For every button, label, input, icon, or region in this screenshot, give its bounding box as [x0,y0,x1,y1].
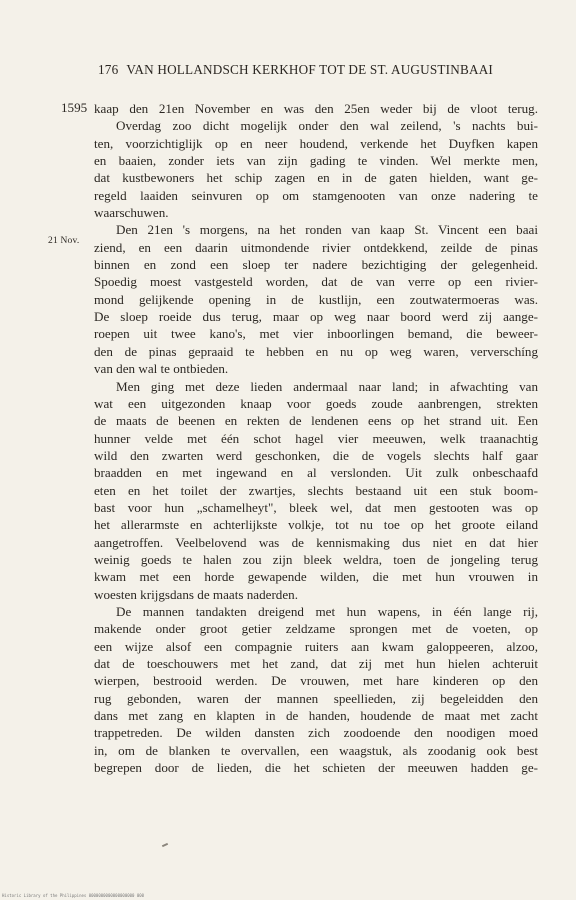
text-line: braadden en met ingewand en al verslonden. Uit zulk onbeschaafd [94,465,538,481]
text-line: Men ging met deze lieden andermaal naar land; in afwachting van [116,378,538,394]
text-line: wat een uitgezonden knaap voor goeds zoude aanbrengen, strekten [94,395,538,411]
body-text [78,100,538,776]
text-line: trappetreden. De wilden dansten zich zoodoende den noodigen moed [94,725,538,741]
text-line: woesten krijgsdans de maats naderden. [94,586,298,602]
text-line: wild den zwarten werd geschonken, die de vogels slechts half gaar [94,447,538,463]
text-line: dans met zang en klapten in de handen, houdende de maat met zacht [94,708,538,724]
text-line: waarschuwen. [94,205,169,221]
text-line: dat de toeschouwers met het zand, dat zij met hun hielen achteruit [94,656,538,671]
text-line: in, om de blanken te overvallen, een waagstuk, als zoodanig ook best [94,742,538,758]
margin-year: 1595 [61,100,88,115]
paragraph [78,378,538,603]
text-line: eten en het toilet der zwartjes, slechts bestaand uit een stuk boom- [94,482,538,498]
text-line: de maats de beenen en rekten de lendenen eens op het strand uit. Een [94,413,538,429]
running-head [98,62,518,78]
text-line: ten, voorzichtiglijk op en neer houdend, verkende het Duyfken kapen [94,135,538,151]
text-line: en baaien, zonder iets van zijn gading te vinden. Wel merkte men, [94,153,538,169]
text-line: hunner velde met één schot hagel vier meeuwen, welk traanachtig [94,430,538,446]
text-line: dat kustbewoners het schip zagen en in de gaten hielden, want ge- [94,170,538,186]
text-line: weinig goeds te halen zou zijn bleek weldra, toen de jongeling terug [94,551,538,567]
text-line: makende onder groot getier zeldzame sprongen met de voeten, op [94,621,538,637]
text-line: roepen uit twee kano's, met vier inboorlingen bemand, die beweer- [94,326,538,342]
text-line: De mannen tandakten dreigend met hun wapens, in één lange rij, [116,603,538,619]
text-line: het allerarmste en achterlijkste volkje, tot nu toe op het groote eiland [94,517,538,533]
text-line: Spoedig moest vastgesteld worden, dat de van verre op een rivier- [94,274,538,290]
text-line: ziend, en een daarin uitmondende rivier ontdekkend, zeilde de pinas [94,239,538,255]
text-line: kaap den 21en November en was den 25en weder bij de vloot terug. [94,101,538,116]
text-line: bast voor hun „schamelheyt", bleek wel, dat men gestooten was op [94,499,538,515]
paragraph [78,100,538,221]
text-line: wierpen, bestrooid werden. De vrouwen, met hare kinderen op den [94,673,538,689]
text-line: Overdag zoo dicht mogelijk onder den wal zeilend, 's nachts bui- [116,118,538,134]
text-line: een wijze alsof een compagnie ruiters aan kwam galoppeeren, alzoo, [94,638,538,654]
text-line: den de pinas gepraaid te hebben en nu op weg waren, ververschíng [94,343,538,359]
text-line: kwam met een horde gewapende wilden, die met hun vrouwen in [94,569,538,585]
paragraph [78,603,538,776]
text-line: De sloep roeide dus terug, maar op weg naar boord werd zij aange- [94,309,538,325]
text-line: van den wal te ontbieden. [94,361,229,377]
text-line: Den 21en 's morgens, na het ronden van kaap St. Vincent een baai [116,222,538,238]
scan-footer: Historic Library of the Philippines 0000000000000000000 000 [2,893,145,898]
margin-date-note: 21 Nov. [48,236,80,246]
running-title: VAN HOLLANDSCH KERKHOF TOT DE ST. AUGUSTINBAAI [126,62,494,77]
stray-ink-mark [162,843,168,847]
text-line: begrepen door de lieden, die het schieten der meeuwen hadden ge- [94,760,538,776]
text-line: mond gelijkende opening in de kustlijn, een zoutwatermoeras was. [94,291,538,307]
text-line: aangetroffen. Veelbelovend was de kennismaking dus niet en dat hier [94,534,538,550]
text-line: rug gebonden, waren der mannen speellieden, zij begeleidden den [94,690,538,706]
paragraph [78,221,538,377]
page-number: 176 [98,62,119,77]
text-line: binnen en zond een sloep ter nadere bezichtiging der gelegenheid. [94,257,538,273]
text-line: regeld laaiden seinvuren op om stamgenooten van onze nadering te [94,187,538,203]
